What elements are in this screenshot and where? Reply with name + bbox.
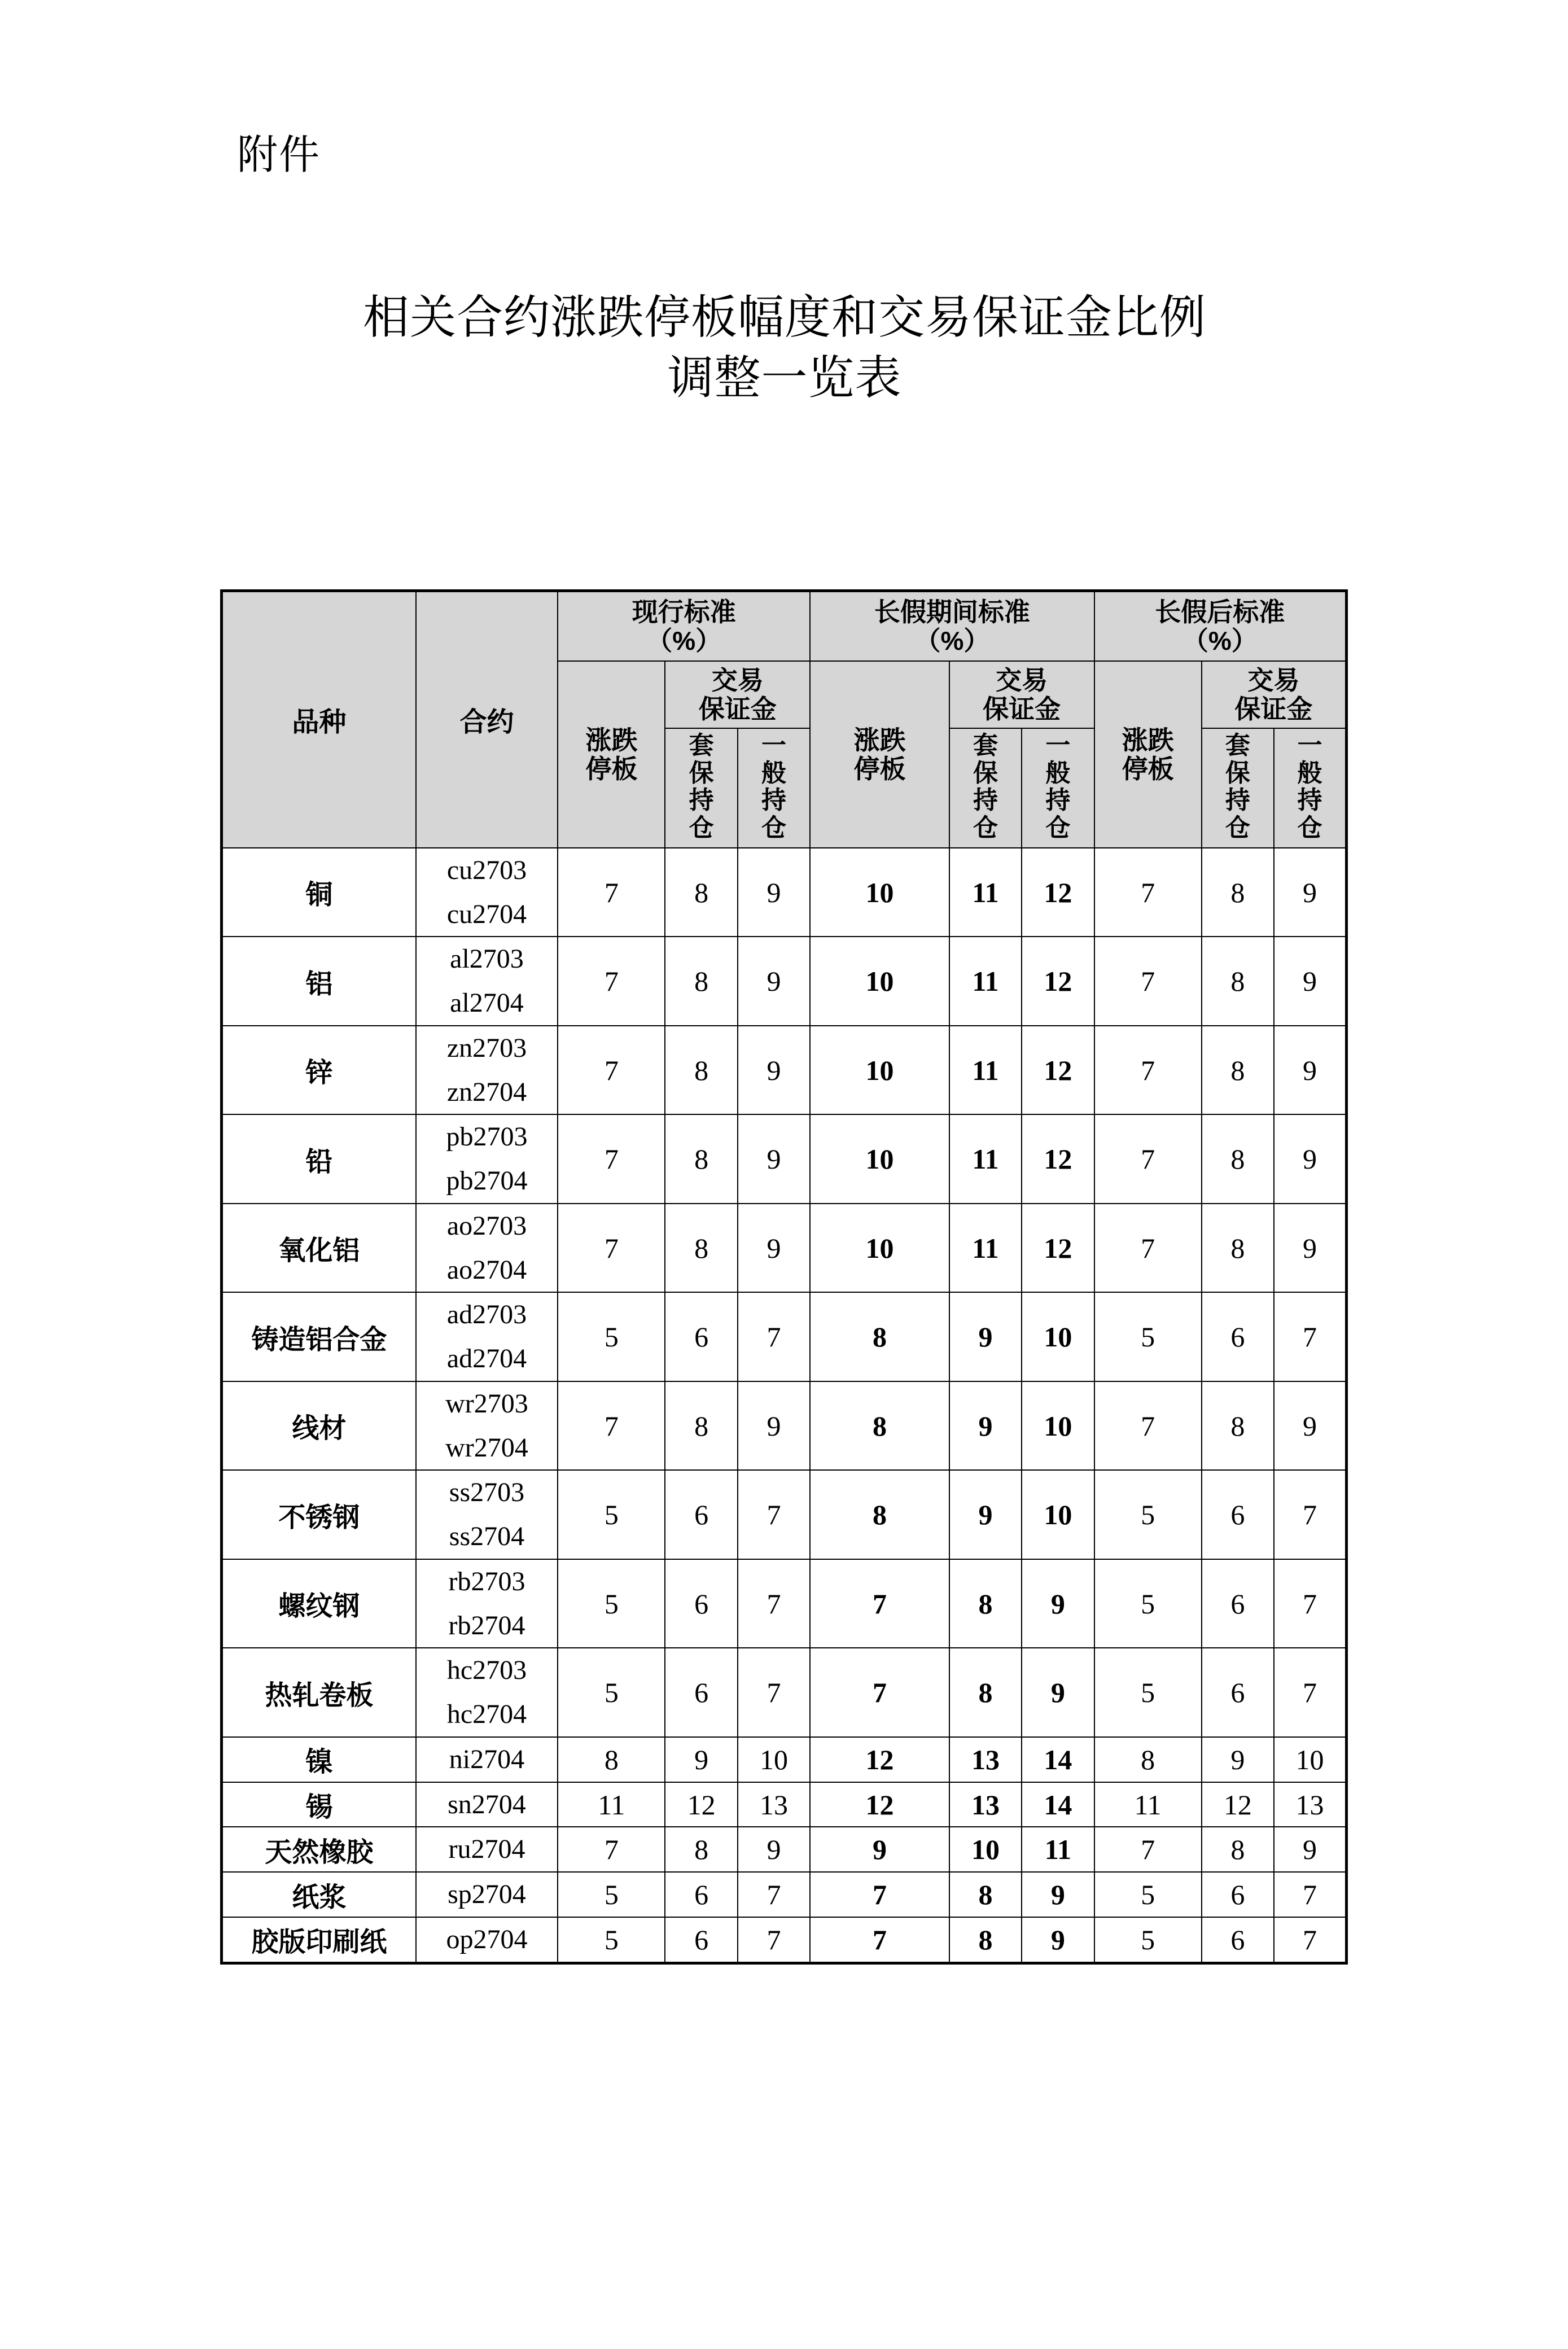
cell-current-general: 7 (738, 1470, 810, 1559)
cell-holiday-hedge: 13 (949, 1782, 1022, 1827)
header-general-current-c3: 持 (761, 786, 786, 815)
cell-variety: 胶版印刷纸 (222, 1917, 416, 1963)
cell-holiday-general: 11 (1022, 1827, 1094, 1872)
cell-current-limit: 5 (558, 1470, 665, 1559)
contract-code: ru2704 (448, 1834, 525, 1865)
cell-after-general: 7 (1274, 1559, 1346, 1648)
cell-after-limit: 5 (1094, 1648, 1202, 1737)
cell-holiday-hedge: 10 (949, 1827, 1022, 1872)
cell-current-limit: 7 (558, 1827, 665, 1872)
header-margin-holiday-line1: 交易 (996, 666, 1048, 695)
cell-holiday-general: 10 (1022, 1292, 1094, 1381)
header-hedge-holiday (949, 728, 1022, 848)
cell-current-limit: 5 (558, 1648, 665, 1737)
contract-code: ao2703 (446, 1210, 527, 1241)
cell-current-hedge: 6 (665, 1648, 737, 1737)
cell-current-limit: 5 (558, 1872, 665, 1917)
header-limit-holiday-line1: 涨跌 (853, 725, 906, 755)
cell-after-hedge: 8 (1202, 1114, 1274, 1204)
cell-after-general: 9 (1274, 1026, 1346, 1115)
cell-after-general: 9 (1274, 1114, 1346, 1204)
cell-holiday-general: 10 (1022, 1470, 1094, 1559)
cell-after-limit: 7 (1094, 848, 1202, 937)
header-limit-current (558, 661, 665, 848)
cell-variety: 锌 (222, 1026, 416, 1115)
header-margin-after-line2: 保证金 (1234, 694, 1313, 724)
contract-code: wr2703 (445, 1388, 528, 1419)
cell-current-general: 10 (738, 1737, 810, 1782)
cell-after-limit: 5 (1094, 1559, 1202, 1648)
cell-variety: 铝 (222, 937, 416, 1026)
header-general-holiday-c4: 仓 (1045, 813, 1071, 842)
header-general-after-c3: 持 (1297, 786, 1322, 815)
cell-current-hedge: 9 (665, 1737, 737, 1782)
contract-code: ad2704 (446, 1344, 527, 1374)
cell-after-general: 9 (1274, 848, 1346, 937)
cell-variety: 线材 (222, 1381, 416, 1471)
page-title-line-2: 调整一览表 (667, 352, 902, 404)
cell-contract (416, 1559, 558, 1648)
header-general-holiday-c2: 般 (1045, 759, 1071, 787)
cell-contract (416, 1827, 558, 1872)
cell-after-hedge: 6 (1202, 1872, 1274, 1917)
cell-holiday-hedge: 8 (949, 1648, 1022, 1737)
cell-holiday-hedge: 9 (949, 1381, 1022, 1471)
contract-code: hc2703 (446, 1655, 527, 1686)
cell-current-general: 7 (738, 1559, 810, 1648)
cell-variety: 氧化铝 (222, 1204, 416, 1293)
cell-holiday-general: 9 (1022, 1872, 1094, 1917)
cell-holiday-limit: 10 (810, 1204, 949, 1293)
header-group-current-name: 现行标准 (632, 597, 736, 627)
cell-after-limit: 7 (1094, 937, 1202, 1026)
cell-contract (416, 1292, 558, 1381)
cell-current-hedge: 8 (665, 1114, 737, 1204)
cell-holiday-hedge: 8 (949, 1559, 1022, 1648)
cell-variety: 天然橡胶 (222, 1827, 416, 1872)
cell-after-limit: 8 (1094, 1737, 1202, 1782)
table-row (222, 1737, 1347, 1782)
page-title-line-1: 相关合约涨跌停板幅度和交易保证金比例 (362, 292, 1206, 343)
cell-current-limit: 7 (558, 1026, 665, 1115)
cell-current-general: 7 (738, 1292, 810, 1381)
cell-holiday-limit: 8 (810, 1381, 949, 1471)
cell-holiday-limit: 12 (810, 1737, 949, 1782)
contract-code: ss2703 (449, 1477, 525, 1508)
cell-holiday-general: 12 (1022, 1026, 1094, 1115)
cell-holiday-hedge: 8 (949, 1917, 1022, 1963)
adjustment-table-wrapper (220, 589, 1348, 1965)
header-margin-current-line1: 交易 (711, 666, 764, 695)
cell-current-limit: 5 (558, 1559, 665, 1648)
cell-after-hedge: 6 (1202, 1559, 1274, 1648)
header-group-holiday-unit: （%） (914, 625, 990, 655)
contract-code: cu2703 (446, 855, 527, 885)
header-group-holiday-name: 长假期间标准 (874, 597, 1030, 627)
contract-code: op2704 (446, 1924, 528, 1954)
table-row (222, 1381, 1347, 1471)
table-row (222, 1827, 1347, 1872)
cell-current-hedge: 8 (665, 937, 737, 1026)
cell-after-hedge: 8 (1202, 1381, 1274, 1471)
table-row (222, 1872, 1347, 1917)
header-hedge-after-c2: 保 (1225, 759, 1250, 787)
cell-current-hedge: 8 (665, 1026, 737, 1115)
header-general-current (738, 728, 810, 848)
header-group-after-name: 长假后标准 (1155, 597, 1285, 627)
cell-current-general: 13 (738, 1782, 810, 1827)
cell-holiday-limit: 7 (810, 1648, 949, 1737)
contract-code: al2704 (450, 988, 524, 1018)
cell-after-general: 7 (1274, 1470, 1346, 1559)
table-row (222, 1648, 1347, 1737)
cell-holiday-general: 14 (1022, 1782, 1094, 1827)
contract-code: al2703 (450, 944, 524, 974)
cell-current-limit: 8 (558, 1737, 665, 1782)
cell-after-general: 13 (1274, 1782, 1346, 1827)
cell-current-limit: 7 (558, 1381, 665, 1471)
header-hedge-after-c3: 持 (1225, 786, 1250, 815)
cell-current-hedge: 12 (665, 1782, 737, 1827)
cell-variety: 铅 (222, 1114, 416, 1204)
cell-variety: 不锈钢 (222, 1470, 416, 1559)
cell-current-hedge: 6 (665, 1872, 737, 1917)
cell-holiday-limit: 10 (810, 1026, 949, 1115)
header-row-groups (222, 591, 1347, 662)
header-limit-current-line1: 涨跌 (585, 725, 638, 755)
header-limit-after-line2: 停板 (1122, 754, 1174, 784)
contract-code: ni2704 (449, 1744, 525, 1774)
cell-holiday-general: 10 (1022, 1381, 1094, 1471)
header-general-current-c1: 一 (761, 732, 786, 760)
table-body (222, 848, 1347, 1963)
cell-holiday-limit: 8 (810, 1292, 949, 1381)
header-hedge-current (665, 728, 737, 848)
cell-current-hedge: 6 (665, 1559, 737, 1648)
table-row (222, 1782, 1347, 1827)
cell-holiday-limit: 7 (810, 1559, 949, 1648)
cell-current-hedge: 8 (665, 1381, 737, 1471)
cell-holiday-hedge: 9 (949, 1292, 1022, 1381)
cell-after-general: 7 (1274, 1872, 1346, 1917)
header-hedge-holiday-c4: 仓 (973, 813, 998, 842)
cell-after-general: 9 (1274, 1204, 1346, 1293)
cell-after-hedge: 8 (1202, 937, 1274, 1026)
header-general-after-c2: 般 (1297, 759, 1322, 787)
cell-after-general: 7 (1274, 1292, 1346, 1381)
cell-current-general: 9 (738, 1114, 810, 1204)
cell-after-limit: 7 (1094, 1114, 1202, 1204)
contract-code: hc2704 (446, 1699, 527, 1730)
table-row (222, 1292, 1347, 1381)
contract-code: ao2704 (446, 1254, 527, 1285)
adjustment-table (220, 589, 1348, 1965)
cell-variety: 锡 (222, 1782, 416, 1827)
contract-code: pb2703 (446, 1122, 528, 1152)
cell-after-limit: 7 (1094, 1026, 1202, 1115)
cell-after-limit: 5 (1094, 1470, 1202, 1559)
contract-code: ss2704 (449, 1521, 525, 1552)
cell-after-limit: 11 (1094, 1782, 1202, 1827)
cell-after-limit: 5 (1094, 1292, 1202, 1381)
header-hedge-current-c3: 持 (689, 786, 714, 815)
cell-contract (416, 1737, 558, 1782)
cell-holiday-hedge: 11 (949, 1204, 1022, 1293)
cell-contract (416, 1381, 558, 1471)
cell-after-limit: 5 (1094, 1917, 1202, 1963)
cell-current-limit: 11 (558, 1782, 665, 1827)
header-hedge-holiday-c3: 持 (973, 786, 998, 815)
header-limit-after (1094, 661, 1202, 848)
cell-after-general: 9 (1274, 937, 1346, 1026)
contract-code: ad2703 (446, 1300, 527, 1330)
cell-holiday-limit: 8 (810, 1470, 949, 1559)
table-row (222, 937, 1347, 1026)
cell-current-general: 9 (738, 1827, 810, 1872)
header-hedge-holiday-c2: 保 (973, 759, 998, 787)
cell-variety: 热轧卷板 (222, 1648, 416, 1737)
cell-contract (416, 1204, 558, 1293)
table-row (222, 1917, 1347, 1963)
header-group-after (1094, 591, 1347, 662)
header-group-current (558, 591, 810, 662)
cell-after-general: 9 (1274, 1381, 1346, 1471)
cell-holiday-hedge: 8 (949, 1872, 1022, 1917)
header-hedge-holiday-c1: 套 (973, 732, 998, 760)
cell-contract (416, 1026, 558, 1115)
header-general-holiday-c1: 一 (1045, 732, 1071, 760)
header-contract: 合约 (416, 591, 558, 848)
cell-holiday-limit: 7 (810, 1872, 949, 1917)
page-title (220, 288, 1349, 408)
header-hedge-current-c1: 套 (689, 732, 714, 760)
cell-after-general: 7 (1274, 1648, 1346, 1737)
cell-holiday-limit: 10 (810, 1114, 949, 1204)
header-hedge-after-c4: 仓 (1225, 813, 1250, 842)
cell-holiday-limit: 7 (810, 1917, 949, 1963)
cell-holiday-general: 12 (1022, 1204, 1094, 1293)
cell-holiday-general: 9 (1022, 1559, 1094, 1648)
table-row (222, 1559, 1347, 1648)
cell-holiday-general: 9 (1022, 1648, 1094, 1737)
header-limit-holiday-line2: 停板 (853, 754, 906, 784)
cell-after-limit: 5 (1094, 1872, 1202, 1917)
header-hedge-current-c2: 保 (689, 759, 714, 787)
cell-holiday-hedge: 9 (949, 1470, 1022, 1559)
header-general-holiday (1022, 728, 1094, 848)
contract-code: pb2704 (446, 1166, 528, 1196)
header-margin-holiday-line2: 保证金 (983, 694, 1061, 724)
header-limit-current-line2: 停板 (585, 754, 638, 784)
header-variety: 品种 (222, 591, 416, 848)
header-group-after-unit: （%） (1182, 625, 1258, 655)
cell-current-hedge: 8 (665, 848, 737, 937)
cell-current-limit: 5 (558, 1917, 665, 1963)
cell-holiday-hedge: 13 (949, 1737, 1022, 1782)
table-row (222, 1470, 1347, 1559)
cell-after-hedge: 8 (1202, 1026, 1274, 1115)
cell-holiday-hedge: 11 (949, 1114, 1022, 1204)
cell-after-hedge: 8 (1202, 848, 1274, 937)
contract-code: cu2704 (446, 899, 527, 929)
cell-after-hedge: 8 (1202, 1204, 1274, 1293)
cell-current-general: 9 (738, 1026, 810, 1115)
cell-current-hedge: 6 (665, 1917, 737, 1963)
cell-after-hedge: 9 (1202, 1737, 1274, 1782)
header-margin-holiday (949, 661, 1094, 728)
cell-after-general: 9 (1274, 1827, 1346, 1872)
cell-holiday-hedge: 11 (949, 848, 1022, 937)
cell-variety: 铸造铝合金 (222, 1292, 416, 1381)
contract-code: sp2704 (448, 1879, 526, 1910)
table-row (222, 1114, 1347, 1204)
cell-holiday-limit: 9 (810, 1827, 949, 1872)
header-general-current-c2: 般 (761, 759, 786, 787)
cell-variety: 铜 (222, 848, 416, 937)
cell-current-limit: 7 (558, 848, 665, 937)
header-margin-current (665, 661, 810, 728)
cell-current-hedge: 6 (665, 1292, 737, 1381)
cell-contract (416, 1782, 558, 1827)
cell-holiday-general: 12 (1022, 937, 1094, 1026)
cell-variety: 镍 (222, 1737, 416, 1782)
header-group-current-unit: （%） (646, 625, 722, 655)
cell-current-general: 9 (738, 1204, 810, 1293)
contract-code: wr2704 (445, 1432, 528, 1463)
header-general-after-c1: 一 (1297, 732, 1322, 760)
cell-holiday-general: 14 (1022, 1737, 1094, 1782)
cell-holiday-hedge: 11 (949, 1026, 1022, 1115)
cell-after-limit: 7 (1094, 1827, 1202, 1872)
attachment-label: 附件 (237, 133, 321, 178)
contract-code: zn2704 (446, 1077, 527, 1107)
cell-current-limit: 7 (558, 1204, 665, 1293)
cell-current-limit: 7 (558, 937, 665, 1026)
header-margin-after-line1: 交易 (1247, 666, 1300, 695)
cell-holiday-hedge: 11 (949, 937, 1022, 1026)
header-general-holiday-c3: 持 (1045, 786, 1071, 815)
cell-current-hedge: 8 (665, 1204, 737, 1293)
cell-current-general: 7 (738, 1872, 810, 1917)
contract-code: zn2703 (446, 1033, 527, 1063)
header-general-after-c4: 仓 (1297, 813, 1322, 842)
cell-contract (416, 1470, 558, 1559)
contract-code: rb2704 (448, 1610, 525, 1641)
cell-after-hedge: 6 (1202, 1292, 1274, 1381)
cell-current-general: 9 (738, 1381, 810, 1471)
cell-holiday-limit: 10 (810, 848, 949, 937)
header-hedge-after (1202, 728, 1274, 848)
cell-after-hedge: 6 (1202, 1917, 1274, 1963)
header-margin-after (1202, 661, 1347, 728)
header-general-current-c4: 仓 (761, 813, 786, 842)
cell-after-limit: 7 (1094, 1381, 1202, 1471)
cell-holiday-limit: 10 (810, 937, 949, 1026)
cell-contract (416, 937, 558, 1026)
cell-current-hedge: 6 (665, 1470, 737, 1559)
cell-after-hedge: 6 (1202, 1470, 1274, 1559)
header-group-holiday (810, 591, 1094, 662)
cell-current-limit: 5 (558, 1292, 665, 1381)
cell-contract (416, 1648, 558, 1737)
table-row (222, 1026, 1347, 1115)
table-row (222, 848, 1347, 937)
header-general-after (1274, 728, 1346, 848)
contract-code: sn2704 (448, 1789, 526, 1819)
header-limit-after-line1: 涨跌 (1122, 725, 1174, 755)
cell-current-general: 9 (738, 848, 810, 937)
cell-after-hedge: 6 (1202, 1648, 1274, 1737)
cell-current-general: 7 (738, 1648, 810, 1737)
contract-code: rb2703 (448, 1566, 525, 1596)
cell-contract (416, 1917, 558, 1963)
cell-contract (416, 1872, 558, 1917)
header-margin-current-line2: 保证金 (698, 694, 777, 724)
cell-holiday-general: 12 (1022, 1114, 1094, 1204)
cell-holiday-limit: 12 (810, 1782, 949, 1827)
cell-current-hedge: 8 (665, 1827, 737, 1872)
table-head (222, 591, 1347, 848)
header-limit-holiday (810, 661, 949, 848)
cell-contract (416, 1114, 558, 1204)
cell-current-general: 7 (738, 1917, 810, 1963)
cell-after-limit: 7 (1094, 1204, 1202, 1293)
cell-after-hedge: 12 (1202, 1782, 1274, 1827)
cell-contract (416, 848, 558, 937)
cell-after-general: 10 (1274, 1737, 1346, 1782)
cell-holiday-general: 9 (1022, 1917, 1094, 1963)
cell-current-limit: 7 (558, 1114, 665, 1204)
table-row (222, 1204, 1347, 1293)
cell-current-general: 9 (738, 937, 810, 1026)
cell-variety: 螺纹钢 (222, 1559, 416, 1648)
cell-variety: 纸浆 (222, 1872, 416, 1917)
cell-holiday-general: 12 (1022, 848, 1094, 937)
header-hedge-after-c1: 套 (1225, 732, 1250, 760)
header-hedge-current-c4: 仓 (689, 813, 714, 842)
cell-after-general: 7 (1274, 1917, 1346, 1963)
cell-after-hedge: 8 (1202, 1827, 1274, 1872)
